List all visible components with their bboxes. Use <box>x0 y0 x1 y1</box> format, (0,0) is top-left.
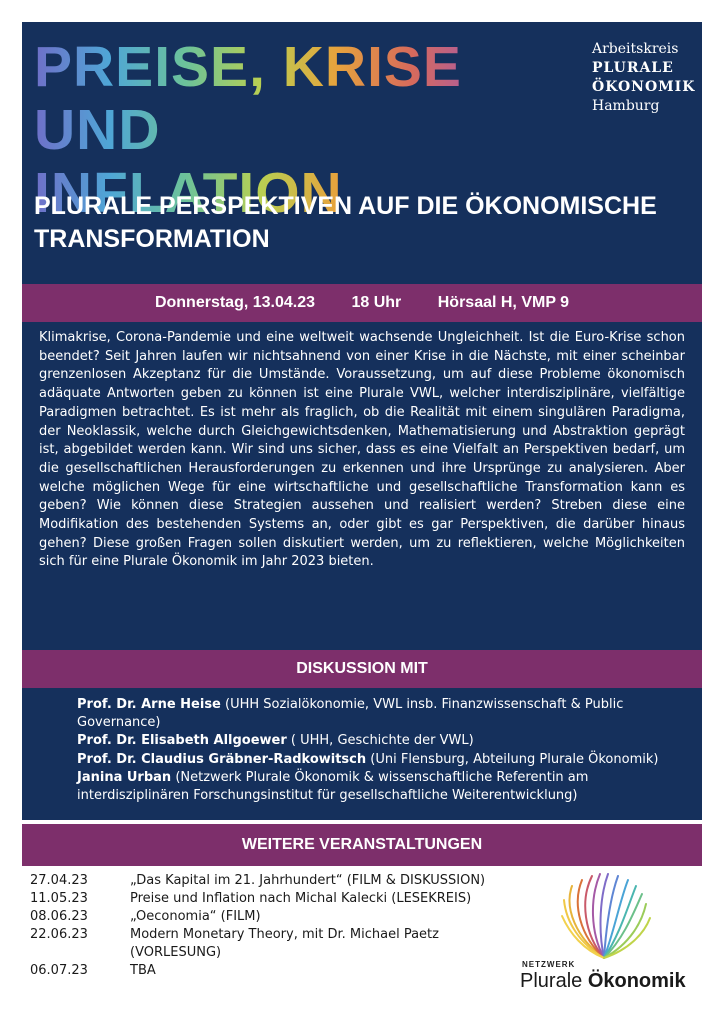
subtitle <box>34 190 694 256</box>
list-item <box>30 872 530 890</box>
list-item <box>30 962 530 980</box>
main-title-line-1: PREISE, KRISE UND <box>34 35 462 162</box>
panelist-info: ( UHH, Geschichte der VWL) <box>286 733 474 749</box>
further-events-list <box>30 872 530 980</box>
panelist-name: Janina Urban <box>77 769 172 785</box>
header-banner <box>22 22 702 284</box>
event-item-date: 11.05.23 <box>30 891 88 906</box>
organizer-line-3: ÖKONOMIK <box>592 79 696 95</box>
logo-fan-icon <box>520 870 690 962</box>
organizer-line-1: Arbeitskreis <box>592 41 679 57</box>
organizer-line-4: Hamburg <box>592 98 660 114</box>
main-title-line-2: INFLATION <box>34 161 343 225</box>
organizer-logo <box>592 40 695 116</box>
panelist <box>77 696 682 732</box>
event-item-date: 27.04.23 <box>30 873 88 888</box>
panelist-info: (Netzwerk Plurale Ökonomik & wissenschaftliche Referentin am interdisziplinären Forschungsinstitut für gesellschaftliche Weiterentwicklung) <box>77 769 589 804</box>
event-location: Hörsaal H, VMP 9 <box>437 294 570 311</box>
list-item <box>30 890 530 908</box>
list-item <box>30 908 530 926</box>
event-item-title: „Das Kapital im 21. Jahrhundert“ (FILM & DISKUSSION) <box>130 873 486 888</box>
event-date: Donnerstag, 13.04.23 <box>154 294 316 311</box>
panelist-name: Prof. Dr. Arne Heise <box>77 697 221 712</box>
discussion-heading: DISKUSSION MIT <box>22 650 702 688</box>
panelist <box>77 732 682 750</box>
logo-wordmark-part-2: Ökonomik <box>587 970 686 992</box>
panelist <box>77 751 682 769</box>
organizer-line-2: PLURALE <box>592 60 674 76</box>
panelist-list <box>22 688 702 820</box>
subtitle-line-2: TRANSFORMATION <box>34 225 270 253</box>
subtitle-line-1: PLURALE PERSPEKTIVEN AUF DIE ÖKONOMISCHE <box>34 192 657 220</box>
list-item <box>30 926 530 962</box>
panelist-name: Prof. Dr. Claudius Gräbner-Radkowitsch <box>77 751 367 767</box>
event-item-date: 08.06.23 <box>30 909 88 924</box>
network-logo <box>520 870 690 1000</box>
panelist-name: Prof. Dr. Elisabeth Allgoewer <box>77 733 287 749</box>
event-time: 18 Uhr <box>351 294 402 311</box>
event-item-date: 22.06.23 <box>30 927 88 942</box>
event-item-date: 06.07.23 <box>30 963 88 978</box>
description-text: Klimakrise, Corona-Pandemie und eine weltweit wachsende Ungleichheit. Ist die Euro-Krise schon beendet? Seit Jahren laufen wir nichtsahnend von einer Krise in die Nächste, mit einer scheinbar grenzenlosen Akzeptanz für die Umstände. Voraussetzung, um auf diese Probleme ökonomisch adäquate Antworten geben zu können ist eine Plurale VWL, welcher interdisziplinäre, vielfältige Paradigmen betrachtet. Es ist mehr als fraglich, ob die Realität mit einem singulären Paradigma, der Neoklassik, welche durch Gleichgewichtsdenken, Mathematisierung und Abstraktion geprägt ist, abgebildet werden kann. Wir sind uns sicher, dass es eine Vielfalt an Perspektiven bedarf, um die gesellschaftlichen Herausforderungen zu erkennen und ihre Ursprünge zu analysieren. Aber welche möglichen Wege für eine wirtschaftliche und gesellschaftliche Transformation kann es geben? Wie können diese Strategien aussehen und realisiert werden? Streben diese eine Modifikation des bestehenden Systems an, oder gibt es gar Perspektiven, die darüber hinaus gehen? Diese großen Fragen sollen diskutiert werden, um zu reflektieren, welche Möglichkeiten sich für eine Plurale Ökonomik im Jahr 2023 bieten. <box>22 322 702 650</box>
panelist-info: (UHH Sozialökonomie, VWL insb. Finanzwissenschaft & Public Governance) <box>77 697 624 731</box>
logo-wordmark-part-1: Plurale <box>520 970 588 992</box>
panelist-info: (Uni Flensburg, Abteilung Plurale Ökonomik) <box>366 751 659 767</box>
event-item-title: „Oeconomia“ (FILM) <box>130 909 261 924</box>
further-events-heading: WEITERE VERANSTALTUNGEN <box>22 824 702 866</box>
event-item-title: Modern Monetary Theory, mit Dr. Michael Paetz (VORLESUNG) <box>130 927 439 960</box>
event-item-title: TBA <box>130 963 156 978</box>
event-item-title: Preise und Inflation nach Michal Kalecki (LESEKREIS) <box>130 891 472 906</box>
panelist <box>77 769 682 805</box>
logo-wordmark <box>520 970 686 993</box>
logo-network-label: NETZWERK <box>522 960 576 969</box>
event-info-bar <box>22 284 702 322</box>
